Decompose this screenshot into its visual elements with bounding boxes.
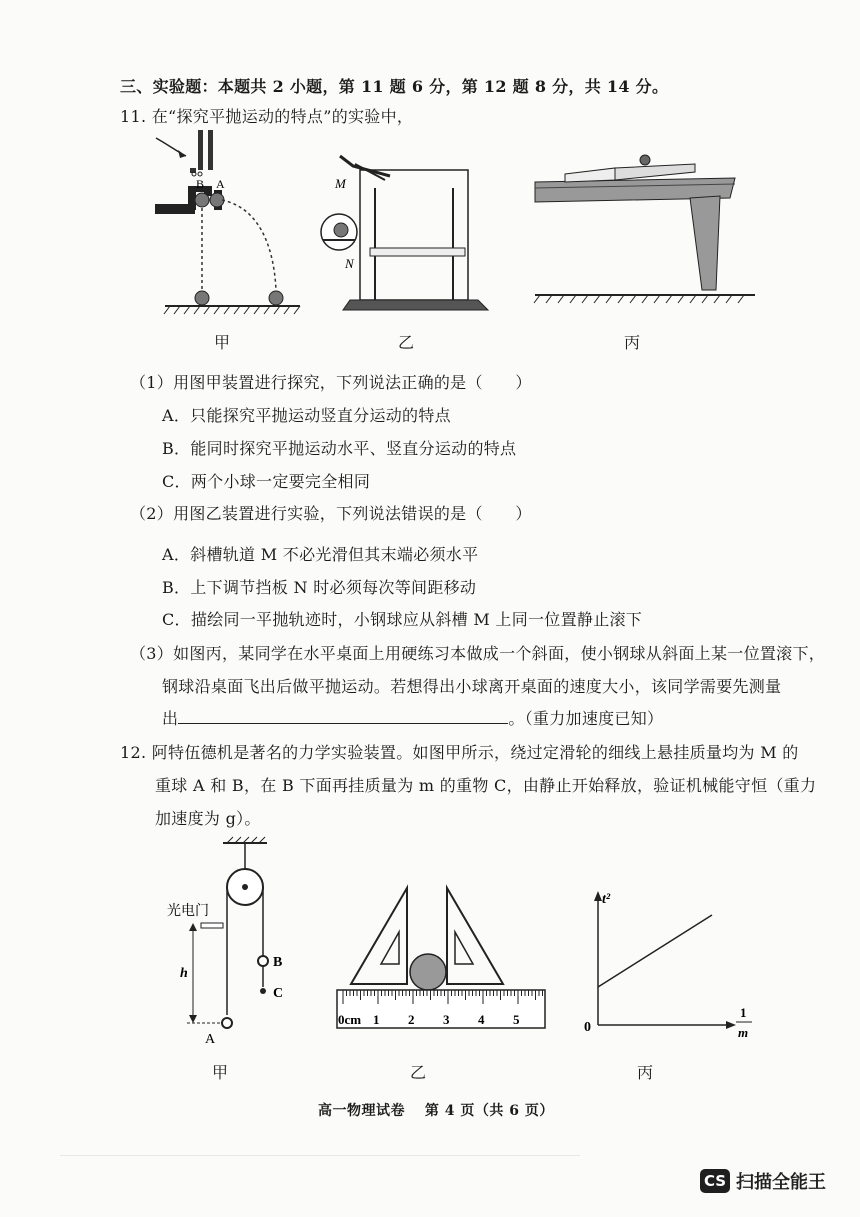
- section-title: 三、实验题：本题共 2 小题，第 11 题 6 分，第 12 题 8 分，共 14 分。: [120, 77, 669, 96]
- q12-caption-yi: 乙: [410, 1063, 427, 1082]
- q11-p2-option-c: C．描绘同一平抛轨迹时，小钢球应从斜槽 M 上同一位置静止滚下: [162, 610, 643, 629]
- q12-line2: 重球 A 和 B，在 B 下面再挂质量为 m 的重物 C，由静止开始释放，验证机械能守恒（重力: [155, 776, 817, 795]
- atwood-label-c: C: [273, 986, 284, 1001]
- q11-p1-option-a: A．只能探究平抛运动竖直分运动的特点: [162, 406, 451, 425]
- q12-figure-bing: [580, 885, 760, 1045]
- q11-p3-line3: [162, 706, 663, 729]
- atwood-label-b: B: [273, 955, 283, 970]
- graph-origin: 0: [584, 1020, 591, 1035]
- page-footer: 高一物理试卷 第 4 页（共 6 页）: [318, 1103, 554, 1119]
- gate-label: 光电门: [167, 903, 209, 919]
- q11-p2-option-b: B．上下调节挡板 N 时必须每次等间距移动: [162, 578, 477, 597]
- jia-label-b: B: [196, 177, 205, 191]
- atwood-label-a: A: [205, 1032, 216, 1047]
- ruler-label-4: 4: [478, 1012, 485, 1027]
- q12-line1: 12. 阿特伍德机是著名的力学实验装置。如图甲所示，绕过定滑轮的细线上悬挂质量均为 M 的: [120, 743, 799, 762]
- yi-label-n: N: [345, 256, 354, 271]
- jia-label-a: A: [216, 177, 225, 191]
- ruler-label-3: 3: [443, 1012, 450, 1027]
- graph-x-label-den: m: [738, 1025, 749, 1040]
- ruler-label-1: 1: [373, 1012, 380, 1027]
- graph-x-label-num: 1: [740, 1005, 747, 1020]
- q11-caption-yi: 乙: [398, 333, 415, 352]
- ruler-label-2: 2: [408, 1012, 415, 1027]
- ruler-label-5: 5: [513, 1012, 520, 1027]
- q11-stem: 11. 在“探究平抛运动的特点”的实验中，: [120, 107, 414, 126]
- q11-p2-question: （2）用图乙装置进行实验，下列说法错误的是（ ）: [130, 504, 532, 523]
- h-label: h: [180, 966, 188, 981]
- divider: [60, 1155, 580, 1156]
- q11-p3-prefix: 出: [162, 709, 179, 728]
- q12-figure-yi: [335, 880, 550, 1030]
- ruler-label-0: 0cm: [338, 1012, 362, 1027]
- q11-p1-question: （1）用图甲装置进行探究，下列说法正确的是（ ）: [130, 373, 532, 392]
- graph-line: [598, 915, 712, 987]
- q11-figure-bing: [530, 150, 760, 310]
- q11-caption-jia: 甲: [214, 333, 231, 352]
- q11-p2-option-a: A．斜槽轨道 M 不必光滑但其末端必须水平: [162, 545, 479, 564]
- watermark-text: 扫描全能王: [736, 1172, 826, 1193]
- q12-line3: 加速度为 g）。: [155, 809, 261, 828]
- q11-p3-line2: 钢球沿桌面飞出后做平抛运动。若想得出小球离开桌面的速度大小，该同学需要先测量: [162, 677, 782, 696]
- q11-p3-line1: （3）如图丙，某同学在水平桌面上用硬练习本做成一个斜面，使小钢球从斜面上某一位置滚下，: [130, 644, 826, 663]
- q12-figure-jia: [165, 835, 305, 1050]
- q11-figure-jia: [150, 128, 320, 323]
- q11-p1-option-b: B．能同时探究平抛运动水平、竖直分运动的特点: [162, 439, 517, 458]
- q12-caption-jia: 甲: [212, 1063, 229, 1082]
- yi-label-m: M: [335, 176, 346, 191]
- q11-p3-answer-blank[interactable]: [178, 709, 508, 724]
- q11-figure-yi: [315, 150, 490, 315]
- q12-caption-bing: 丙: [637, 1063, 654, 1082]
- q11-p3-suffix: 。（重力加速度已知）: [508, 709, 664, 728]
- q11-caption-bing: 丙: [624, 333, 641, 352]
- cs-logo-icon: CS: [700, 1169, 730, 1193]
- graph-y-label: t²: [602, 892, 611, 907]
- q11-p1-option-c: C．两个小球一定要完全相同: [162, 472, 371, 491]
- scanner-watermark: [700, 1168, 826, 1194]
